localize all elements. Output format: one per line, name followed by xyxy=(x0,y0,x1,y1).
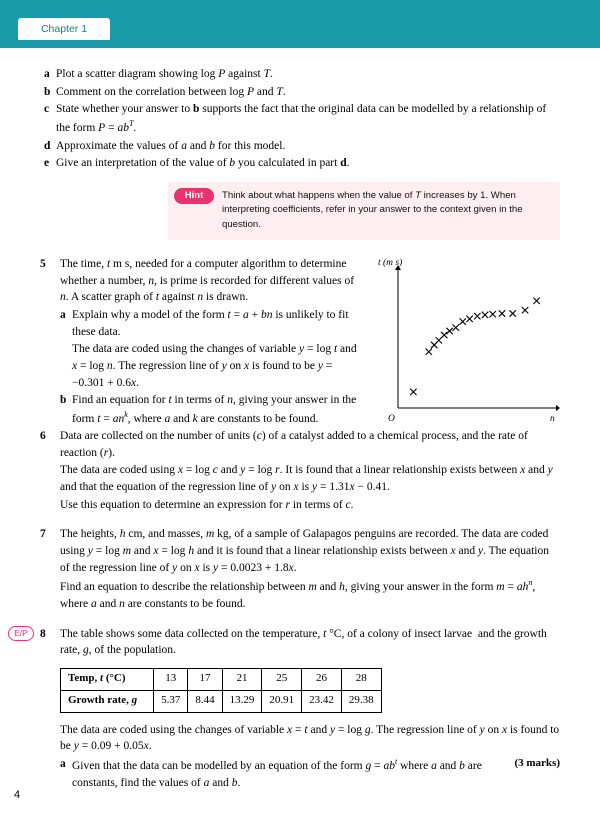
question-8 xyxy=(14,626,560,792)
question-stem-row xyxy=(40,526,560,576)
hint-callout-wrapper xyxy=(40,182,560,240)
scatter-point xyxy=(482,312,488,318)
list-item xyxy=(40,138,560,155)
list-item xyxy=(56,756,560,791)
list-item xyxy=(40,84,560,101)
part-marker: b xyxy=(44,85,51,98)
row-header: Growth rate, g xyxy=(61,690,154,712)
part-text: (3 marks) Given that the data can be modelled by an equation of the form $g = ab^t$ where a and b are constants, find the values of a and b. xyxy=(72,757,560,789)
x-axis-label: n xyxy=(550,414,555,425)
page-content xyxy=(14,66,560,792)
marks-allocation: (3 marks) xyxy=(514,757,560,770)
scatter-point xyxy=(466,316,472,322)
part-text: State whether your answer to b supports the fact that the original data can be modelled by a relationship of the form $P = ab^T$. xyxy=(56,103,547,134)
scatter-graph-figure xyxy=(374,256,560,424)
continued-parts-list xyxy=(40,66,560,172)
origin-label: O xyxy=(388,414,395,425)
spacer xyxy=(40,514,560,526)
list-item xyxy=(56,392,360,427)
question-stem: The heights, h cm, and masses, m kg, of a sample of Galapagos penguins are recorded. The data are coded using y = log m and x = log h and it is found that a linear relationship exists between x and y. The equation of the regression line of y on x is y = 0.0023 + 1.8x. xyxy=(60,528,549,574)
page-number: 4 xyxy=(14,789,21,801)
scatter-point xyxy=(522,307,528,313)
part-marker: c xyxy=(44,103,50,116)
coding-note: The data are coded using the changes of variable y = log t and x = log n. The regression line of y on x is found to be y = −0.301 + 0.6x. xyxy=(72,343,357,389)
cell: 28 xyxy=(341,668,381,690)
list-item xyxy=(40,66,560,83)
chapter-header-band xyxy=(0,0,600,48)
row-header: Temp, t (°C) xyxy=(61,668,154,690)
scatter-point xyxy=(426,349,432,355)
part-text: Explain why a model of the form t = a + bn is unlikely to fit these data. xyxy=(72,309,349,338)
spacer xyxy=(40,614,560,626)
scatter-point xyxy=(490,311,496,317)
cell: 23.42 xyxy=(302,690,342,712)
question-stem: The time, t m s, needed for a computer algorithm to determine whether a number, n, is prime is recorded for different values of n. A scatter graph of t against n is drawn. xyxy=(60,258,355,304)
cell: 29.38 xyxy=(341,690,381,712)
table-row xyxy=(61,668,382,690)
scatter-point xyxy=(410,389,416,395)
chapter-tab xyxy=(18,18,110,40)
table-cell-container xyxy=(60,660,560,721)
part-text: Find an equation for t in terms of n, giving your answer in the form $t = an^k$, where a and k are constants to be found. xyxy=(72,394,357,425)
list-item xyxy=(40,101,560,136)
scatter-point xyxy=(446,328,452,334)
question-line: The data are coded using x = log c and y = log r. It is found that a linear relationship exists between x and y and that the equation of the regression line of y on x is y = 1.31x − 0.41. xyxy=(60,464,553,494)
question-5-parts xyxy=(56,307,360,428)
question-stem: Data are collected on the number of units (c) of a catalyst added to a chemical process, and the rate of reaction (r). xyxy=(60,430,528,459)
question-line: Find an equation to describe the relationship between m and h, giving your answer in the form $m = ah^n$, where a and n are constants to be found. xyxy=(60,578,536,610)
scatter-point xyxy=(499,310,505,316)
question-stem-row xyxy=(40,256,360,306)
page-body xyxy=(0,48,600,815)
status-badge: E/P xyxy=(8,626,34,641)
question-5-text xyxy=(40,256,360,428)
cell: 13 xyxy=(154,668,188,690)
cell: 21 xyxy=(222,668,262,690)
question-stem-row xyxy=(40,626,560,659)
part-marker: b xyxy=(60,394,67,407)
cell: 26 xyxy=(302,668,342,690)
question-number: 7 xyxy=(40,528,46,541)
question-number: 6 xyxy=(40,430,46,443)
question-stem: The table shows some data collected on the temperature, t °C, of a colony of insect larvae and the growth rate, g, of the population. xyxy=(60,627,547,657)
scatter-point xyxy=(453,324,460,330)
question-number: 8 xyxy=(40,627,46,640)
hint-badge: Hint xyxy=(174,188,214,204)
cell: 13.29 xyxy=(222,690,262,712)
part-marker: a xyxy=(60,758,66,771)
cell: 20.91 xyxy=(262,690,302,712)
question-line-row xyxy=(40,577,560,612)
part-text: Approximate the values of a and b for this model. xyxy=(56,139,286,152)
hint-callout xyxy=(168,182,560,240)
scatter-point xyxy=(510,310,516,316)
question-stem-row xyxy=(40,428,560,461)
list-item xyxy=(40,155,560,172)
scatter-point xyxy=(460,318,466,324)
part-marker: a xyxy=(44,68,50,80)
scatter-points xyxy=(410,298,540,396)
hint-text: Think about what happens when the value of T increases by 1. When interpreting coefficients, refer in your answer to the context given in the question. xyxy=(222,189,523,230)
part-marker: e xyxy=(44,157,50,170)
part-text: Give an interpretation of the value of b you calculated in part d. xyxy=(56,157,350,170)
question-line: The data are coded using the changes of variable x = t and y = log g. The regression line of y on x is found to be y = 0.09 + 0.05x. xyxy=(60,723,560,753)
question-line-row xyxy=(40,462,560,495)
question-5 xyxy=(40,256,560,428)
scatter-point xyxy=(533,298,539,304)
cell: 8.44 xyxy=(188,690,222,712)
question-6 xyxy=(40,428,560,513)
list-item xyxy=(56,307,360,340)
question-7 xyxy=(40,526,560,612)
y-axis-label: t (m s) xyxy=(378,258,403,269)
table-row-wrapper xyxy=(40,660,560,721)
chapter-tab-label: Chapter 1 xyxy=(40,23,88,35)
scatter-point xyxy=(441,332,447,338)
question-line-row xyxy=(40,497,560,514)
question-line: Use this equation to determine an expression for r in terms of c. xyxy=(60,498,354,511)
scatter-point xyxy=(474,313,480,319)
cell: 25 xyxy=(262,668,302,690)
table-row xyxy=(61,690,382,712)
part-text: Comment on the correlation between log P and T. xyxy=(56,85,286,98)
part-marker: d xyxy=(44,139,51,152)
question-line-row xyxy=(40,722,560,755)
scatter-graph-svg xyxy=(374,256,560,424)
part-text: Plot a scatter diagram showing log P against T. xyxy=(56,68,273,80)
x-axis-arrow xyxy=(556,405,560,411)
cell: 17 xyxy=(188,668,222,690)
question-number: 5 xyxy=(40,258,46,271)
coding-note-row xyxy=(56,341,360,391)
part-marker: a xyxy=(60,309,66,322)
cell: 5.37 xyxy=(154,690,188,712)
data-table xyxy=(60,668,382,713)
